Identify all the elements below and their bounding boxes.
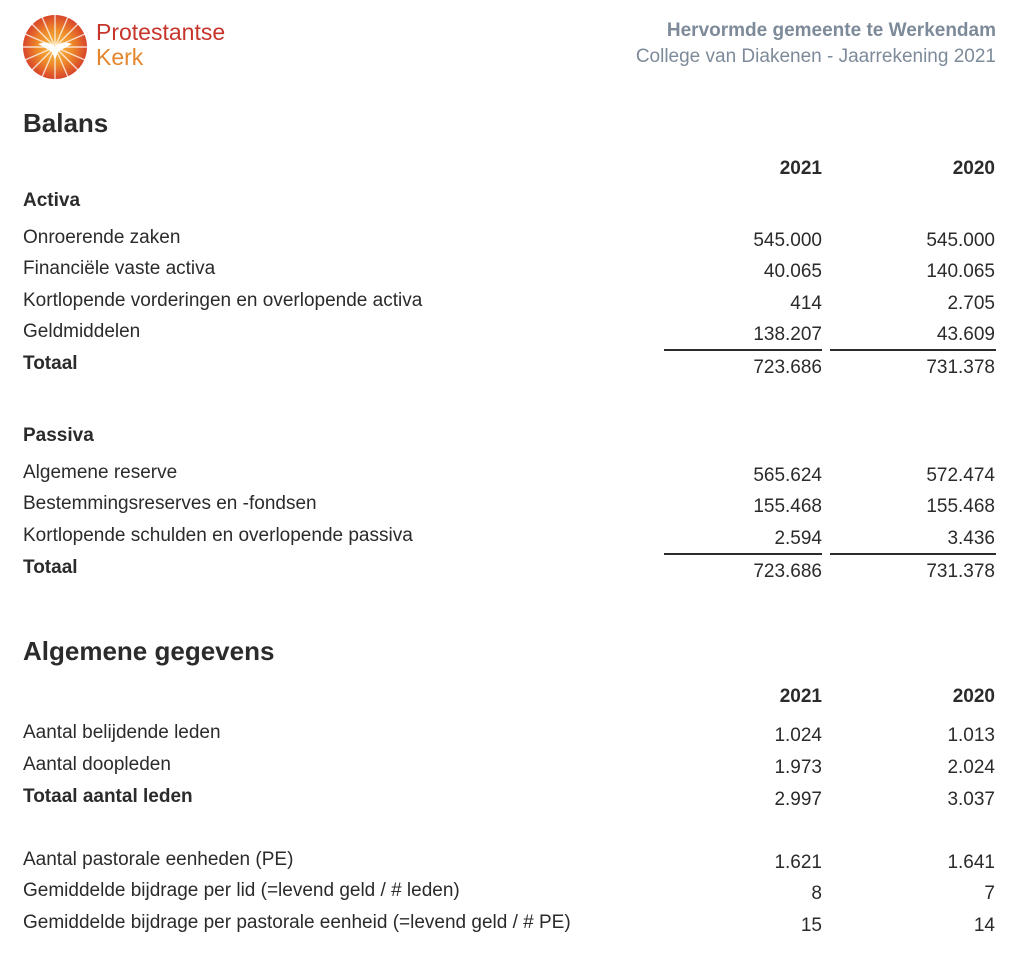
passiva-total-2021: 723.686 [753,561,822,582]
algemeen-row-label: Gemiddelde bijdrage per lid (=levend geld / # leden) [23,880,460,901]
passiva-heading: Passiva [23,425,94,446]
algemeen-row-label: Aantal belijdende leden [23,722,221,743]
logo-line-1: Protestantse [96,19,226,45]
passiva-row-2021: 2.594 [774,528,822,549]
balans-year-2020: 2020 [952,158,995,179]
activa-total-rule-2020 [830,349,996,351]
activa-row-2020: 140.065 [926,261,995,282]
algemeen-row-label: Aantal pastorale eenheden (PE) [23,849,294,870]
algemeen-row-2021: 8 [811,883,822,904]
protestantse-kerk-logo [22,14,88,80]
activa-row-2021: 40.065 [763,261,822,282]
algemeen-row-2021: 15 [800,915,822,936]
algemeen-row-2020: 3.037 [947,789,995,810]
algemeen-row-2020: 7 [984,883,995,904]
activa-row-2020: 2.705 [947,293,995,314]
header-title: Hervormde gemeente te Werkendam [666,20,996,41]
algemeen-year-2020: 2020 [952,686,995,707]
algemeen-row-2021: 1.973 [774,757,822,778]
activa-row-2020: 43.609 [936,324,995,345]
passiva-row-2021: 565.624 [753,465,822,486]
algemeen-row-2021: 1.024 [774,725,822,746]
passiva-row-2021: 155.468 [753,496,822,517]
algemeen-row-2021: 1.621 [774,852,822,873]
algemeen-row-label: Totaal aantal leden [23,786,193,807]
algemeen-title: Algemene gegevens [23,636,275,666]
algemeen-row-2021: 2.997 [774,789,822,810]
algemeen-row-label: Gemiddelde bijdrage per pastorale eenheid (=levend geld / # PE) [23,912,571,933]
passiva-total-label: Totaal [23,557,78,578]
activa-row-label: Geldmiddelen [23,321,141,342]
activa-total-rule-2021 [664,349,822,351]
header-subtitle: College van Diakenen - Jaarrekening 2021 [635,46,996,67]
passiva-row-label: Algemene reserve [23,462,178,483]
algemeen-row-2020: 14 [973,915,995,936]
logo-line-2: Kerk [96,44,144,70]
activa-row-label: Financiële vaste activa [23,258,216,279]
passiva-row-2020: 3.436 [947,528,995,549]
balans-year-2021: 2021 [779,158,822,179]
activa-total-2021: 723.686 [753,357,822,378]
passiva-total-rule-2021 [664,553,822,555]
passiva-row-2020: 155.468 [926,496,995,517]
activa-total-label: Totaal [23,353,78,374]
algemeen-row-2020: 1.013 [947,725,995,746]
passiva-row-label: Bestemmingsreserves en -fondsen [23,493,317,514]
algemeen-year-2021: 2021 [779,686,822,707]
passiva-row-label: Kortlopende schulden en overlopende passiva [23,525,413,546]
passiva-total-2020: 731.378 [926,561,995,582]
activa-heading: Activa [23,190,81,211]
balans-title: Balans [23,108,109,138]
activa-row-2020: 545.000 [926,230,995,251]
algemeen-row-2020: 1.641 [947,852,995,873]
logo-wordmark [96,20,225,70]
passiva-total-rule-2020 [830,553,996,555]
activa-row-2021: 138.207 [753,324,822,345]
activa-row-label: Onroerende zaken [23,227,181,248]
activa-total-2020: 731.378 [926,357,995,378]
passiva-row-2020: 572.474 [926,465,995,486]
activa-row-2021: 545.000 [753,230,822,251]
activa-row-2021: 414 [790,293,822,314]
algemeen-row-label: Aantal doopleden [23,754,171,775]
algemeen-row-2020: 2.024 [947,757,995,778]
activa-row-label: Kortlopende vorderingen en overlopende activa [23,290,423,311]
